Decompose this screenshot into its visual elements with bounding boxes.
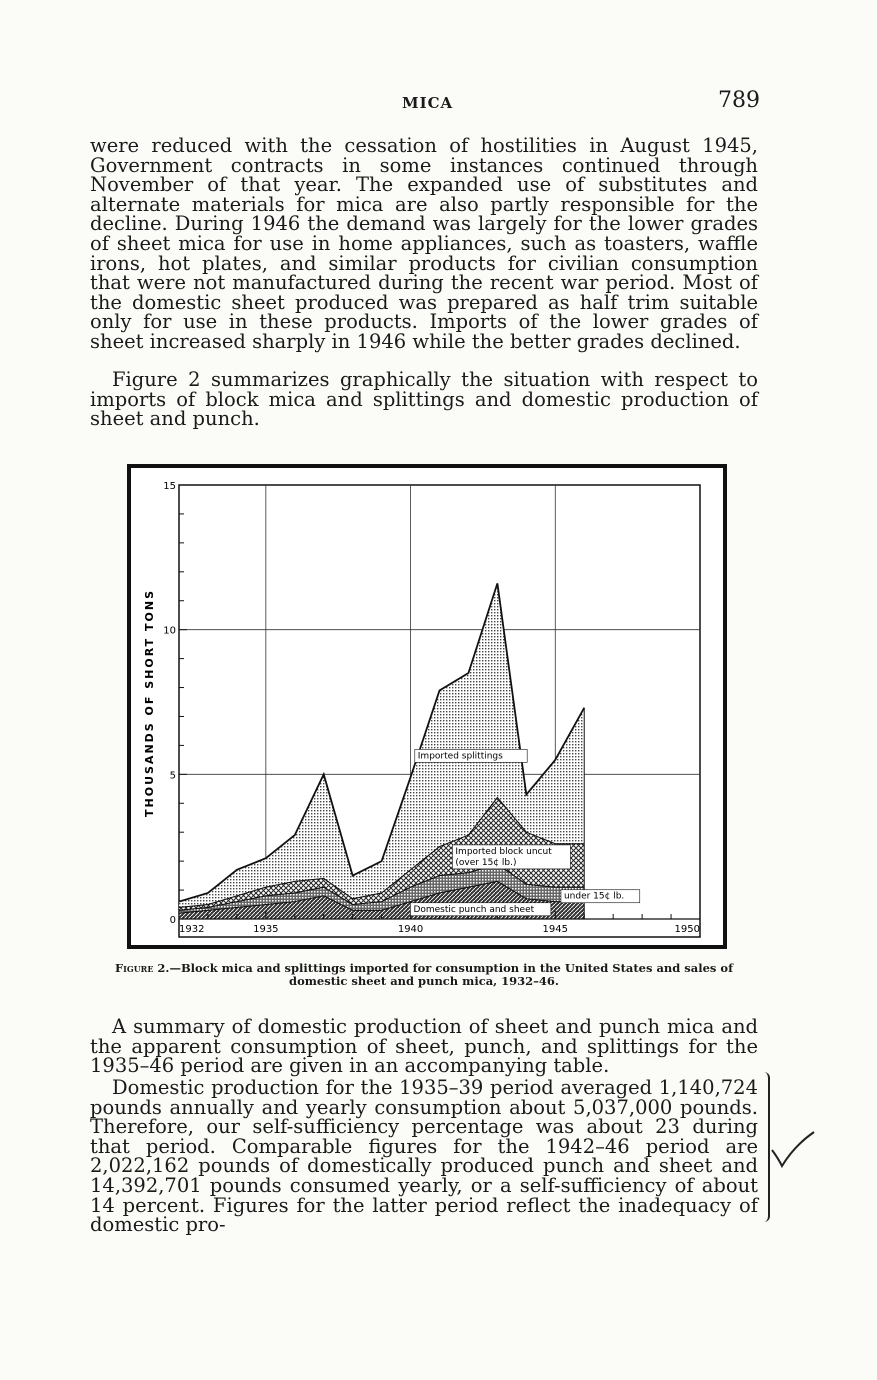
y-tick-label-5: 5 xyxy=(169,770,176,782)
y-tick-label-15: 15 xyxy=(163,481,176,492)
y-tick-label-0: 0 xyxy=(169,915,176,926)
x-tick-label-1945: 1945 xyxy=(542,924,569,935)
series-label-imported-block: Imported block uncut xyxy=(455,846,552,857)
area-chart xyxy=(131,468,723,945)
figure-2 xyxy=(127,464,727,949)
checkmark-icon xyxy=(768,1128,818,1173)
series-label-domestic-punch-sheet: Domestic punch and sheet xyxy=(413,904,535,915)
page-header xyxy=(0,88,877,118)
y-tick-label-10: 10 xyxy=(163,625,176,637)
paragraph-1: were reduced with the cessation of hostilities in August 1945, Government contracts in some instances continued through November of that year. The expanded use of substitutes and alternate materials for mica are also partly responsible for the decline. During 1946 the demand was largely for the lower grades of sheet mica for use in home appliances, such as toasters, waffle irons, hot plates, and similar products for civilian consumption that were not manufactured during the recent war period. Most of the domestic sheet produced was prepared as half trim suitable only for use in these products. Imports of the lower grades of sheet increased sharply in 1946 while the better grades declined. xyxy=(90,134,758,353)
series-label-under-15c: under 15¢ lb. xyxy=(563,891,625,902)
paragraph-2: Figure 2 summarizes graphically the situation with respect to imports of block mica and splittings and domestic production of sheet and punch. xyxy=(90,368,758,431)
x-tick-label-1935: 1935 xyxy=(253,924,279,935)
x-tick-label-1932: 1932 xyxy=(179,924,205,935)
x-tick-label-1950: 1950 xyxy=(674,924,700,935)
paragraph-3: A summary of domestic production of sheet and punch mica and the apparent consumption of sheet, punch, and splittings for the 1935–46 period are given in an accompanying table. xyxy=(90,1015,758,1078)
x-tick-label-1940: 1940 xyxy=(397,924,424,935)
running-title: MICA xyxy=(402,94,454,112)
page-number: 789 xyxy=(718,88,760,113)
y-axis-label: THOUSANDS OF SHORT TONS xyxy=(143,589,156,817)
series-label-imported-splittings: Imported splittings xyxy=(417,751,503,762)
figure-caption xyxy=(90,962,758,988)
figure-caption-text: —Block mica and splittings imported for consumption in the United States and sales of domestic sheet and punch mica, 1932–46. xyxy=(169,961,734,988)
series-label-imported-block-line-2: (over 15¢ lb.) xyxy=(455,857,517,868)
paragraph-4: Domestic production for the 1935–39 period averaged 1,140,724 pounds annually and yearly consumption about 5,037,000 pounds. Therefore, our self-sufficiency percentage was about 23 during that period. Comparable figures for the 1942–46 period are 2,022,162 pounds of domestically produced punch and sheet and 14,392,701 pounds consumed yearly, or a self-sufficiency of about 14 percent. Figures for the latter period reflect the inadequacy of domestic pro- xyxy=(90,1076,758,1237)
figure-label: Figure 2. xyxy=(114,961,170,975)
